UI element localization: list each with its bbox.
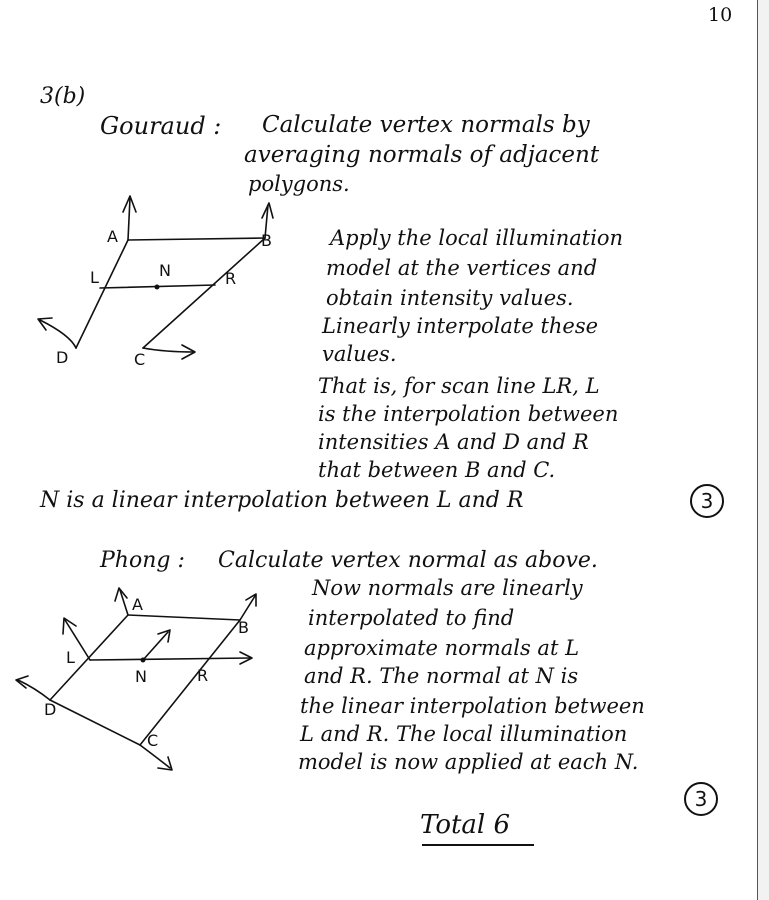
phong-explanation-line: and R. The normal at N is [304,664,579,688]
gouraud-explanation-line: is the interpolation between [318,402,619,426]
phong-marks: 3 [684,782,718,816]
total-underline [422,844,534,846]
phong-label-d: D [44,700,57,719]
phong-label-l: L [66,648,75,667]
phong-explanation-line: interpolated to find [308,606,515,630]
gouraud-explanation-line: obtain intensity values. [326,286,574,310]
gouraud-intro-line: Calculate vertex normals by [262,112,590,138]
question-ref: 3(b) [40,84,86,109]
phong-label-n: N [135,667,147,686]
gouraud-intro-line: polygons. [248,172,350,196]
gouraud-label-b: B [261,231,272,250]
gouraud-explanation-line: model at the vertices and [326,256,598,280]
phong-explanation-line: L and R. The local illumination [300,722,628,746]
gouraud-heading: Gouraud : [100,112,222,140]
gouraud-label-c: C [134,350,146,369]
phong-intro: Calculate vertex normal as above. [218,548,598,573]
gouraud-label-r: R [225,269,237,288]
gouraud-marks: 3 [690,484,724,518]
phong-explanation-line: approximate normals at L [304,636,580,660]
phong-label-c: C [147,731,159,750]
phong-explanation-line: Now normals are linearly [312,576,583,600]
gouraud-label-a: A [107,227,118,246]
gouraud-explanation-line: Linearly interpolate these [322,314,599,338]
phong-label-a: A [132,595,143,614]
gouraud-label-l: L [90,268,99,287]
phong-label-b: B [238,618,249,637]
gouraud-explanation-line: intensities A and D and R [318,430,589,454]
phong-explanation-line: the linear interpolation between [300,694,645,718]
page-number: 10 [708,4,733,26]
total-marks: Total 6 [420,810,511,840]
phong-explanation-line: model is now applied at each N. [298,750,639,774]
gouraud-intro-line: averaging normals of adjacent [244,142,600,168]
gouraud-n-line: N is a linear interpolation between L and R [40,488,524,513]
gouraud-explanation-line: Apply the local illumination [330,226,624,250]
gouraud-explanation-line: that between B and C. [318,458,556,482]
gouraud-label-d: D [56,348,69,367]
gouraud-explanation-line: values. [322,342,397,366]
gouraud-explanation-line: That is, for scan line LR, L [318,374,600,398]
phong-heading: Phong : [100,548,185,573]
phong-label-r: R [197,666,209,685]
gouraud-label-n: N [159,261,171,280]
